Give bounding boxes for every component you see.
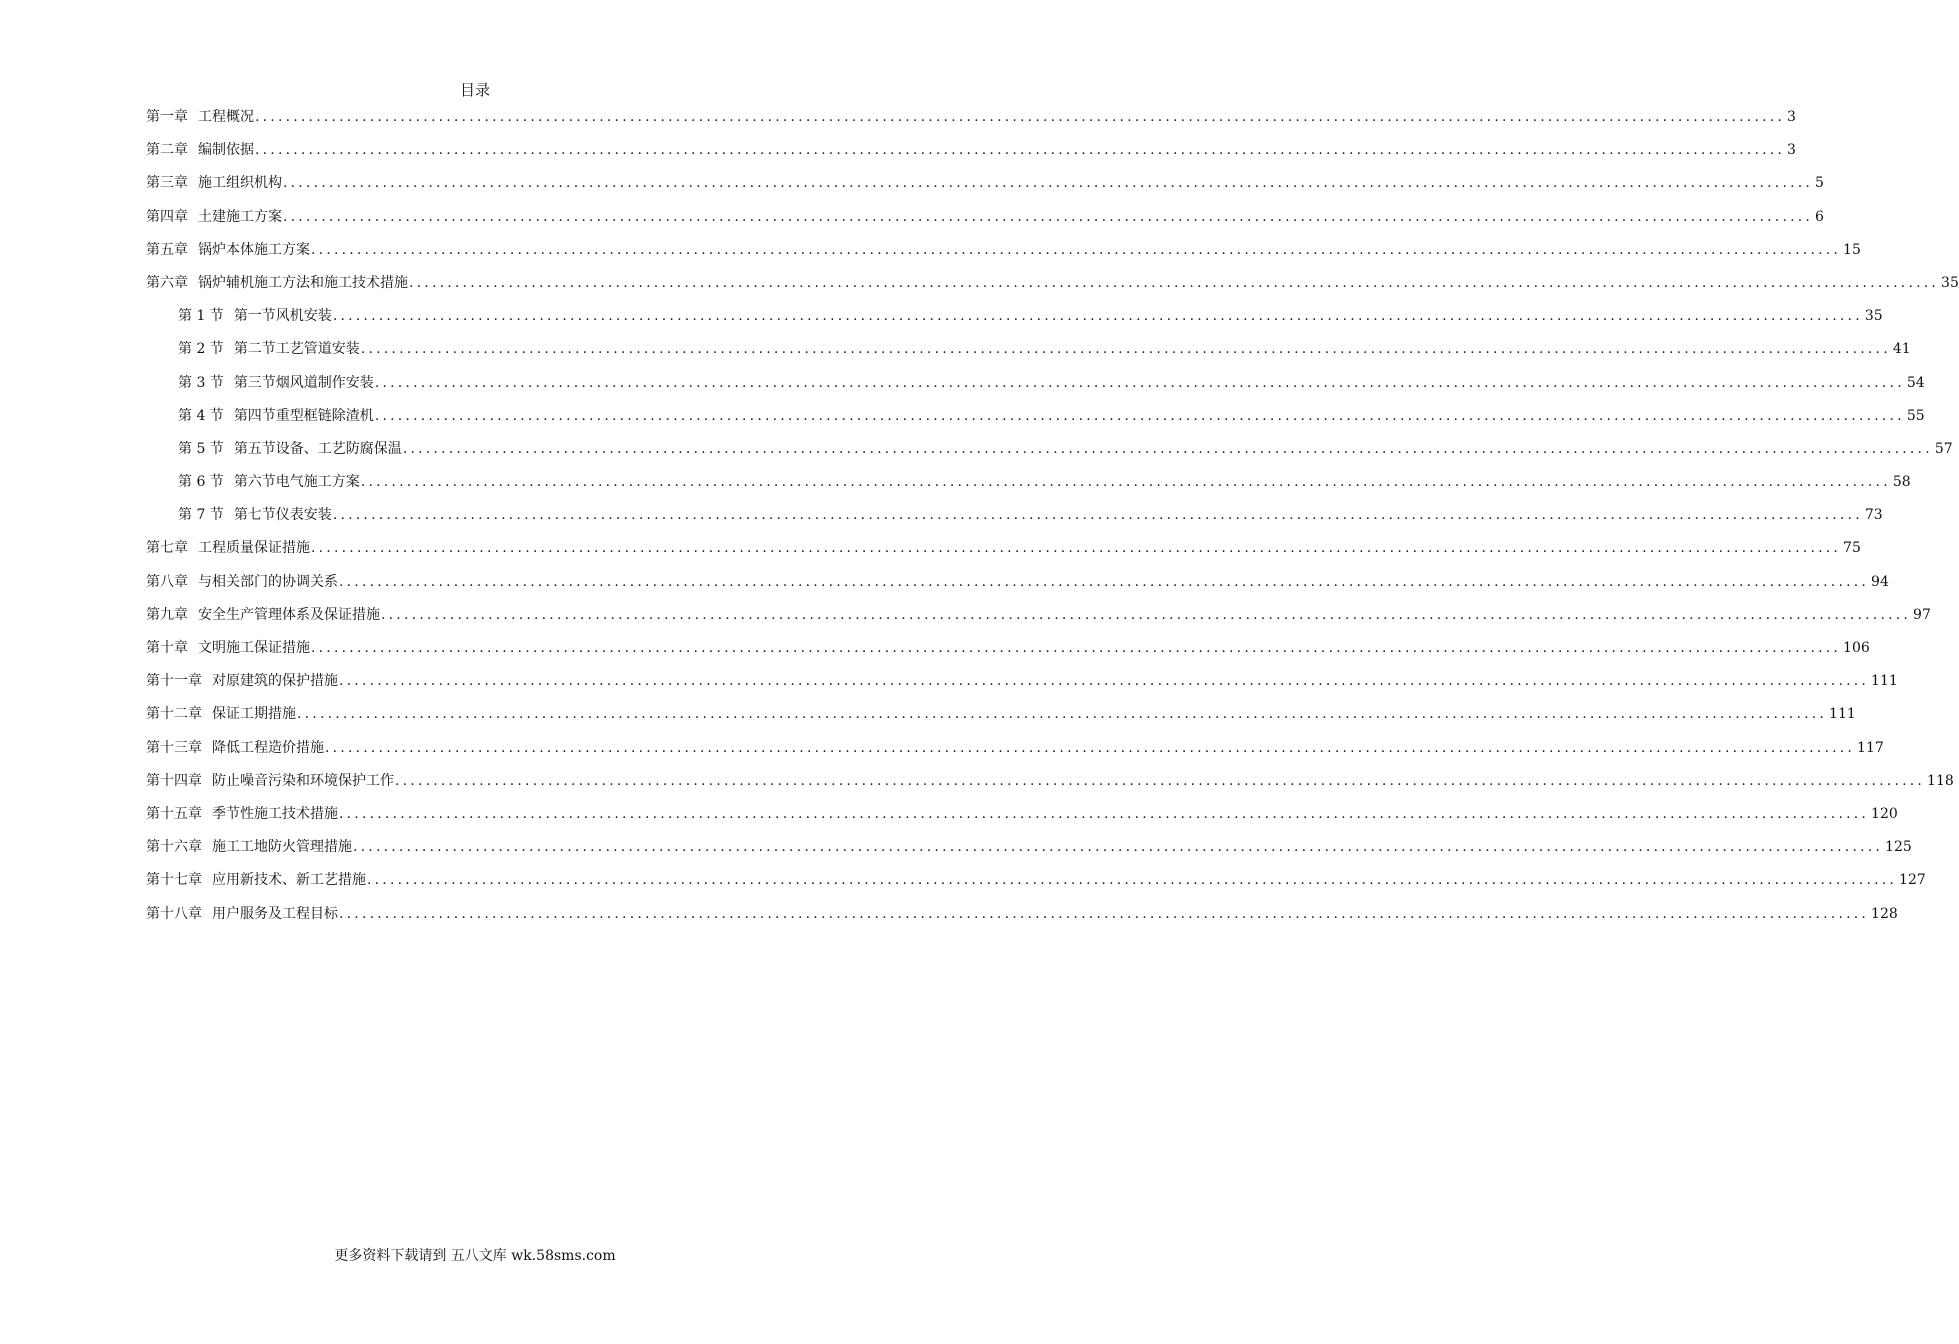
toc-entry-number: 第 3 节 [178,374,224,391]
toc-chapter-entry[interactable] [146,139,1796,172]
toc-entry-label [146,604,380,626]
toc-entry-page: 3 [1787,142,1796,159]
toc-entry-label [146,272,408,294]
toc-entry-label [146,737,324,759]
toc-entry-page: 58 [1892,474,1911,491]
toc-entry-label [146,537,310,559]
toc-entry-label [146,770,394,792]
toc-entry-label [146,836,352,858]
toc-entry-number: 第十四章 [146,772,202,789]
toc-entry-title: 降低工程造价措施 [212,739,324,756]
toc-entry-page: 3 [1787,109,1796,125]
toc-entry-page: 5 [1815,175,1824,192]
toc-entry-page: 41 [1892,341,1911,358]
toc-entry-label [146,670,338,692]
toc-entry-label [178,405,374,427]
toc-entry-number: 第八章 [146,573,188,590]
toc-entry-page: 57 [1934,440,1953,457]
toc-entry-page: 97 [1913,606,1931,623]
toc-entry-label [178,372,374,394]
toc-entry-title: 保证工期措施 [212,706,296,723]
toc-entry-number: 第十五章 [146,805,202,822]
toc-dot-leader: ........................................................................................................................................................................................................ [311,640,1842,656]
table-of-contents [146,106,1959,936]
toc-entry-title: 第二节工艺管道安装 [233,341,360,358]
toc-dot-leader: ........................................................................................................................................................................................................ [339,805,1870,822]
toc-entry-title: 文明施工保证措施 [198,640,310,656]
toc-dot-leader: ........................................................................................................................................................................................................ [381,606,1912,623]
toc-entry-title: 第五节设备、工艺防腐保温 [233,440,402,457]
toc-dot-leader: ........................................................................................................................................................................................................ [374,407,1905,424]
toc-entry-number: 第九章 [146,606,188,623]
toc-entry-number: 第四章 [146,208,188,225]
toc-entry-page: 54 [1906,374,1925,391]
toc-entry-page: 111 [1829,706,1856,723]
toc-entry-number: 第一章 [146,109,188,125]
toc-entry-page: 106 [1843,640,1870,656]
toc-entry-label [146,106,254,128]
toc-entry-number: 第十章 [146,640,188,656]
toc-entry-page: 117 [1857,739,1884,756]
toc-entry-number: 第 4 节 [178,407,224,424]
toc-entry-number: 第三章 [146,175,188,192]
toc-entry-title: 第六节电气施工方案 [233,474,360,491]
toc-section-entry[interactable] [146,504,1883,537]
toc-section-entry[interactable] [146,372,1925,405]
toc-entry-label [146,869,366,891]
footer-note: 更多资料下载请到 五八文库 wk.58sms.com [334,1248,616,1264]
toc-entry-label [146,903,338,925]
toc-entry-title: 第七节仪表安装 [233,507,332,524]
toc-dot-leader: ........................................................................................................................................................................................................ [311,241,1842,258]
toc-dot-leader: ........................................................................................................................................................................................................ [395,772,1926,789]
toc-chapter-entry[interactable] [146,106,1796,139]
toc-entry-page: 94 [1871,573,1889,590]
toc-entry-title: 第三节烟风道制作安装 [233,374,374,391]
toc-entry-title: 防止噪音污染和环境保护工作 [212,772,394,789]
toc-dot-leader: ........................................................................................................................................................................................................ [332,308,1863,325]
toc-entry-page: 6 [1815,208,1824,225]
toc-chapter-entry[interactable] [146,239,1861,272]
toc-entry-number: 第 5 节 [178,440,224,457]
toc-entry-title: 土建施工方案 [198,208,282,225]
toc-dot-leader: ........................................................................................................................................................................................................ [360,474,1891,491]
toc-entry-page: 75 [1843,540,1861,557]
toc-chapter-entry[interactable] [146,637,1870,670]
toc-dot-leader: ........................................................................................................................................................................................................ [283,175,1814,192]
toc-entry-page: 15 [1843,241,1861,258]
toc-dot-leader: ........................................................................................................................................................................................................ [402,440,1933,457]
toc-dot-leader: ........................................................................................................................................................................................................ [311,540,1842,557]
toc-entry-page: 120 [1871,805,1898,822]
toc-chapter-entry[interactable] [146,903,1898,936]
toc-entry-number: 第 2 节 [178,341,224,358]
toc-entry-page: 111 [1871,673,1898,690]
toc-entry-title: 编制依据 [198,142,254,159]
toc-entry-title: 施工组织机构 [198,175,282,192]
toc-chapter-entry[interactable] [146,869,1926,902]
toc-entry-page: 35 [1941,274,1959,291]
toc-entry-title: 工程质量保证措施 [198,540,310,557]
toc-entry-number: 第十三章 [146,739,202,756]
toc-dot-leader: ........................................................................................................................................................................................................ [297,706,1828,723]
toc-chapter-entry[interactable] [146,206,1824,239]
toc-entry-label [178,471,360,493]
toc-entry-label [146,803,338,825]
toc-chapter-entry[interactable] [146,836,1912,869]
toc-chapter-entry[interactable] [146,703,1856,736]
toc-dot-leader: ........................................................................................................................................................................................................ [255,142,1786,159]
toc-entry-label [178,338,360,360]
toc-entry-number: 第 7 节 [178,507,224,524]
toc-dot-leader: ........................................................................................................................................................................................................ [325,739,1856,756]
toc-section-entry[interactable] [146,305,1883,338]
toc-section-entry[interactable] [146,438,1953,471]
toc-entry-page: 35 [1864,308,1883,325]
toc-entry-title: 第四节重型框链除渣机 [233,407,374,424]
toc-entry-label [178,305,332,327]
toc-entry-title: 锅炉辅机施工方法和施工技术措施 [198,274,408,291]
toc-entry-number: 第十六章 [146,839,202,856]
toc-chapter-entry[interactable] [146,737,1884,770]
toc-chapter-entry[interactable] [146,571,1889,604]
toc-dot-leader: ........................................................................................................................................................................................................ [409,274,1940,291]
toc-entry-title: 与相关部门的协调关系 [198,573,338,590]
toc-entry-label [146,172,282,194]
toc-dot-leader: ........................................................................................................................................................................................................ [367,872,1898,889]
toc-entry-label [146,206,282,228]
toc-entry-number: 第六章 [146,274,188,291]
toc-chapter-entry[interactable] [146,803,1898,836]
toc-chapter-entry[interactable] [146,770,1954,803]
toc-entry-number: 第五章 [146,241,188,258]
toc-section-entry[interactable] [146,471,1911,504]
toc-entry-label [146,703,296,725]
toc-entry-title: 施工工地防火管理措施 [212,839,352,856]
toc-entry-label [178,504,332,526]
toc-entry-number: 第 6 节 [178,474,224,491]
toc-entry-title: 应用新技术、新工艺措施 [212,872,366,889]
toc-section-entry[interactable] [146,405,1925,438]
toc-entry-page: 73 [1864,507,1883,524]
toc-dot-leader: ........................................................................................................................................................................................................ [353,839,1884,856]
toc-chapter-entry[interactable] [146,537,1861,570]
toc-chapter-entry[interactable] [146,272,1959,305]
toc-entry-page: 128 [1871,905,1898,922]
toc-entry-title: 第一节风机安装 [233,308,332,325]
toc-entry-title: 工程概况 [198,109,254,125]
toc-entry-page: 55 [1906,407,1925,424]
toc-entry-title: 用户服务及工程目标 [212,905,338,922]
toc-dot-leader: ........................................................................................................................................................................................................ [374,374,1905,391]
toc-entry-page: 127 [1899,872,1926,889]
toc-chapter-entry[interactable] [146,172,1824,205]
toc-chapter-entry[interactable] [146,670,1898,703]
toc-dot-leader: ........................................................................................................................................................................................................ [283,208,1814,225]
toc-entry-label [146,139,254,161]
toc-entry-number: 第十二章 [146,706,202,723]
toc-entry-number: 第十一章 [146,673,202,690]
toc-dot-leader: ........................................................................................................................................................................................................ [339,673,1870,690]
toc-entry-page: 125 [1885,839,1912,856]
toc-dot-leader: ........................................................................................................................................................................................................ [360,341,1891,358]
toc-title: 目录 [459,81,490,99]
toc-entry-page: 118 [1927,772,1954,789]
toc-entry-label [178,438,402,460]
toc-dot-leader: ........................................................................................................................................................................................................ [339,905,1870,922]
toc-entry-label [146,637,310,659]
toc-entry-number: 第七章 [146,540,188,557]
toc-dot-leader: ........................................................................................................................................................................................................ [339,573,1870,590]
toc-dot-leader: ........................................................................................................................................................................................................ [332,507,1863,524]
toc-entry-label [146,239,310,261]
toc-chapter-entry[interactable] [146,604,1931,637]
toc-entry-title: 季节性施工技术措施 [212,805,338,822]
toc-section-entry[interactable] [146,338,1911,371]
toc-entry-label [146,571,338,593]
toc-entry-title: 锅炉本体施工方案 [198,241,310,258]
toc-dot-leader: ........................................................................................................................................................................................................ [255,109,1786,125]
toc-entry-number: 第 1 节 [178,308,224,325]
toc-entry-number: 第二章 [146,142,188,159]
toc-entry-title: 对原建筑的保护措施 [212,673,338,690]
toc-entry-number: 第十八章 [146,905,202,922]
toc-entry-title: 安全生产管理体系及保证措施 [198,606,380,623]
toc-entry-number: 第十七章 [146,872,202,889]
